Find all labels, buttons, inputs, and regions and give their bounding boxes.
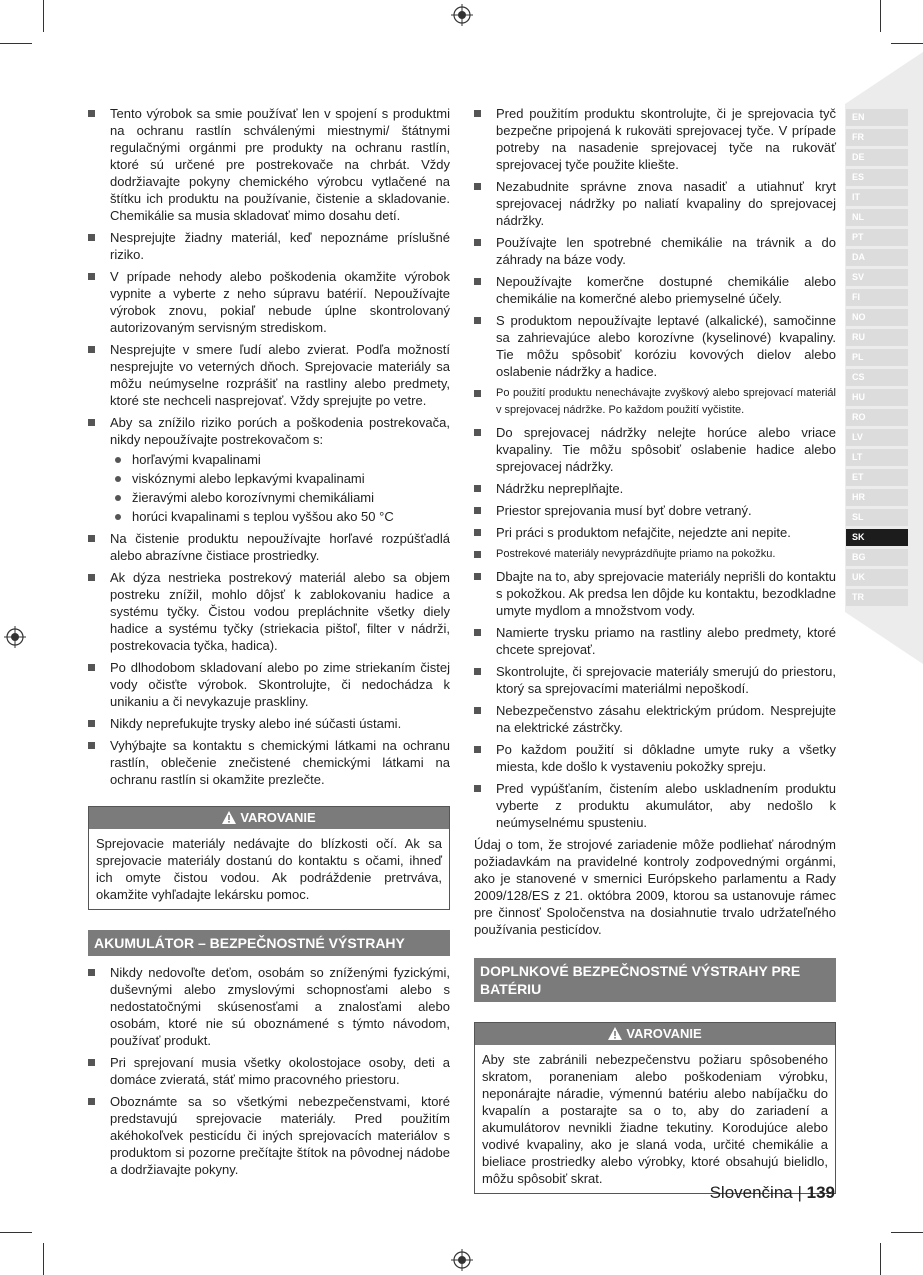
language-tab-fr[interactable]: FR [846, 129, 908, 146]
sub-list-item: viskóznymi alebo lepkavými kvapalinami [110, 470, 450, 487]
list-item: Do sprejovacej nádržky nelejte horúce alebo vriace kvapaliny. Tie môžu spôsobiť oslabenie hadice alebo sprejovacej nádržky. [474, 424, 836, 475]
list-item: Po použití produktu nenechávajte zvyškový alebo sprejovací materiál v sprejovacej nádržke. Po každom použití vyčistite. [474, 385, 836, 419]
list-item: Priestor sprejovania musí byť dobre vetraný. [474, 502, 836, 519]
list-item: Po každom použití si dôkladne umyte ruky a všetky miesta, kde došlo k vystaveniu pokožky spreju. [474, 741, 836, 775]
left-column [88, 105, 450, 1183]
language-tab-lt[interactable]: LT [846, 449, 908, 466]
sub-list-item: horúci kvapalinami s teplou vyššou ako 50 °C [110, 508, 450, 525]
language-tab-pl[interactable]: PL [846, 349, 908, 366]
language-tab-fi[interactable]: FI [846, 289, 908, 306]
list-item: V prípade nehody alebo poškodenia okamžite výrobok vypnite a vyberte z neho súpravu batérií. Nepoužívajte výrobok znovu, pokiaľ nebude úplne skontrolovaný autorizovaným servisným strediskom. [88, 268, 450, 336]
list-item: Aby sa znížilo riziko porúch a poškodenia postrekovača, nikdy nepoužívajte postrekovačom s: horľavými kvapalinami viskóznymi alebo lepkavými kvapalinami žieravými alebo korozívnymi chemikáliami horúci kvapalinami s teplou vyššou ako 50 °C [88, 414, 450, 525]
language-tab-da[interactable]: DA [846, 249, 908, 266]
warning-box [474, 1022, 836, 1194]
warning-text: Aby ste zabránili nebezpečenstvu požiaru spôsobeného skratom, poraneniam alebo poškodeniam výrobku, neponárajte náradie, výmennú batériu alebo nabíjačku do kvapalín a postarajte sa o to, aby do zariadení a akumulátorov nevnikli žiadne tekutiny. Korodujúce alebo vodivé kvapaliny, ako je slaná voda, určité chemikálie a bieliace prostriedky alebo výrobky, ktoré obsahujú bielidlo, môžu spôsobiť skrat. [482, 1052, 828, 1186]
page-footer [710, 1183, 835, 1203]
list-item: Namierte trysku priamo na rastliny alebo predmety, ktoré chcete sprejovať. [474, 624, 836, 658]
language-tab-hr[interactable]: HR [846, 489, 908, 506]
crop-mark [43, 0, 44, 32]
language-tab-no[interactable]: NO [846, 309, 908, 326]
crop-mark [891, 1232, 923, 1233]
list-item: Skontrolujte, či sprejovacie materiály smerujú do priestoru, ktorý sa sprejovacími materiálmi nepoškodí. [474, 663, 836, 697]
list-item: Dbajte na to, aby sprejovacie materiály neprišli do kontaktu s pokožkou. Ak predsa len dôjde ku kontaktu, bezodkladne umyte mydlom a množstvom vody. [474, 568, 836, 619]
warning-text: Sprejovacie materiály nedávajte do blízkosti očí. Ak sa sprejovacie materiály dostanú do kontaktu s očami, ihneď ich omyte čistou vodou. Ak podráždenie pretrváva, okamžite vyhľadajte lekársku pomoc. [96, 836, 442, 902]
list-item: Nebezpečenstvo zásahu elektrickým prúdom. Nesprejujte na elektrické zástrčky. [474, 702, 836, 736]
right-column [474, 105, 836, 1194]
language-tab-en[interactable]: EN [846, 109, 908, 126]
warning-triangle-icon [222, 811, 236, 824]
language-tab-hu[interactable]: HU [846, 389, 908, 406]
language-tab-sv[interactable]: SV [846, 269, 908, 286]
language-tab-de[interactable]: DE [846, 149, 908, 166]
language-tab-sl[interactable]: SL [846, 509, 908, 526]
list-item: Oboznámte sa so všetkými nebezpečenstvami, ktoré predstavujú sprejovacie materiály. Pred použitím akéhokoľvek pesticídu či iných sprejovacích materiálov s produktom si pozorne prečítajte štítok na pôvodnej nádobe a dodržiavajte pokyny. [88, 1093, 450, 1178]
warning-triangle-icon [608, 1027, 622, 1040]
language-tab-nl[interactable]: NL [846, 209, 908, 226]
list-item: Na čistenie produktu nepoužívajte horľavé rozpúšťadlá alebo abrazívne čistiace prostriedky. [88, 530, 450, 564]
list-item: Pred použitím produktu skontrolujte, či je sprejovacia tyč bezpečne pripojená k rukoväti sprejovacej tyče. V prípade potreby na nasadenie sprejovacej tyče na rukoväť sprejovacej tyče použite kliešte. [474, 105, 836, 173]
section-heading: DOPLNKOVÉ BEZPEČNOSTNÉ VÝSTRAHY PRE BATÉRIU [474, 958, 836, 1002]
page-number: 139 [806, 1183, 835, 1202]
language-tab-cs[interactable]: CS [846, 369, 908, 386]
sub-list-item: horľavými kvapalinami [110, 451, 450, 468]
language-tab-ro[interactable]: RO [846, 409, 908, 426]
list-item: Nesprejujte žiadny materiál, keď nepoznáme príslušné riziko. [88, 229, 450, 263]
language-tab-it[interactable]: IT [846, 189, 908, 206]
footer-language: Slovenčina | [709, 1183, 802, 1202]
warning-header: VAROVANIE [475, 1023, 835, 1045]
language-tab-sk[interactable]: SK [846, 529, 908, 546]
crop-mark [43, 1243, 44, 1275]
list-item: Postrekové materiály nevyprázdňujte priamo na pokožku. [474, 546, 836, 563]
list-item: Nepoužívajte komerčne dostupné chemikálie alebo chemikálie na komerčné alebo priemyselné účely. [474, 273, 836, 307]
registration-mark-icon [4, 626, 26, 648]
registration-mark-icon [451, 4, 473, 26]
list-item: Pri práci s produktom nefajčite, nejedzte ani nepite. [474, 524, 836, 541]
language-tab-pt[interactable]: PT [846, 229, 908, 246]
list-item: Nádržku nepreplňajte. [474, 480, 836, 497]
section-heading: AKUMULÁTOR – BEZPEČNOSTNÉ VÝSTRAHY [88, 930, 450, 956]
language-tab-es[interactable]: ES [846, 169, 908, 186]
list-item: Pri sprejovaní musia všetky okolostojace osoby, deti a domáce zvieratá, stáť mimo pracovného priestoru. [88, 1054, 450, 1088]
warning-box [88, 806, 450, 910]
crop-mark [0, 43, 32, 44]
crop-mark [0, 1232, 32, 1233]
list-item: Nesprejujte v smere ľudí alebo zvierat. Podľa možností nesprejujte vo veterných dňoch. Sprejovacie materiály sa môžu neúmyselne rozprášiť na rastliny alebo predmety, ktoré ste nechceli nasprejovať. Vždy sprejujte po vetre. [88, 341, 450, 409]
list-item: Vyhýbajte sa kontaktu s chemickými látkami na ochranu rastlín, oblečenie znečistené chemickými látkami na ochranu rastlín si okamžite prezlečte. [88, 737, 450, 788]
sub-list-item: žieravými alebo korozívnymi chemikáliami [110, 489, 450, 506]
language-tab-bg[interactable]: BG [846, 549, 908, 566]
crop-mark [891, 43, 923, 44]
crop-mark [880, 0, 881, 32]
list-item: S produktom nepoužívajte leptavé (alkalické), samočinne sa zahrievajúce alebo korozívne (kyselinové) kvapaliny. Tie môžu spôsobiť koróziu kovových dielov alebo oslabenie nádržky a hadice. [474, 312, 836, 380]
language-tab-et[interactable]: ET [846, 469, 908, 486]
language-tab-uk[interactable]: UK [846, 569, 908, 586]
language-tab-ru[interactable]: RU [846, 329, 908, 346]
list-item: Používajte len spotrebné chemikálie na trávnik a do záhrady na báze vody. [474, 234, 836, 268]
registration-mark-icon [451, 1249, 473, 1271]
list-item: Ak dýza nestrieka postrekový materiál alebo sa objem postreku znížil, mohlo dôjsť k zablokovaniu hadice a systému tyčky. Čistou vodou prepláchnite všetky diely hadice a systému tyčky (striekacia pištoľ, filter v nádrži, postrekovacia tyčka, hadica). [88, 569, 450, 654]
list-item: Nezabudnite správne znova nasadiť a utiahnuť kryt sprejovacej nádržky po naliatí kvapaliny do sprejovacej nádržky. [474, 178, 836, 229]
warning-header: VAROVANIE [89, 807, 449, 829]
list-item: Nikdy nedovoľte deťom, osobám so zníženými fyzickými, duševnými alebo zmyslovými schopnosťami alebo s nedostatočnými skúsenosťami a znalosťami alebo osobám, ktoré nie sú oboznámené s týmto návodom, používať produkt. [88, 964, 450, 1049]
language-tab-tr[interactable]: TR [846, 589, 908, 606]
language-tab-lv[interactable]: LV [846, 429, 908, 446]
regulation-paragraph: Údaj o tom, že strojové zariadenie môže podliehať národným požiadavkám na pravidelné kontroly zodpovednými orgánmi, ako je stanovené v smernici Európskeho parlamentu a Rady 2009/128/ES z 21. októbra 2009, ktorou sa ustanovuje rámec pre činnosť Spoločenstva na dosiahnutie trvalo udržateľného používania pesticídov. [474, 837, 836, 937]
crop-mark [880, 1243, 881, 1275]
list-item: Pred vypúšťaním, čistením alebo uskladnením produktu vyberte z produktu akumulátor, aby nedošlo k neúmyselnému spusteniu. [474, 780, 836, 831]
list-item: Nikdy neprefukujte trysky alebo iné súčasti ústami. [88, 715, 450, 732]
list-item: Po dlhodobom skladovaní alebo po zime striekaním čistej vody očisťte výrobok. Skontrolujte, či nedochádza k unikaniu a či nevykazuje praskliny. [88, 659, 450, 710]
list-item: Tento výrobok sa smie používať len v spojení s produktmi na ochranu rastlín schválenými miestnymi/ štátnymi regulačnými orgánmi pre produkty na ochranu rastlín, ktoré sú určené pre postrekovače na chrbát. Vždy dodržiavajte pokyny chemického výrobcu vytlačené na štítku ich produktu na používanie, čistenie a skladovanie. Chemikálie sa musia skladovať mimo dosahu detí. [88, 105, 450, 224]
